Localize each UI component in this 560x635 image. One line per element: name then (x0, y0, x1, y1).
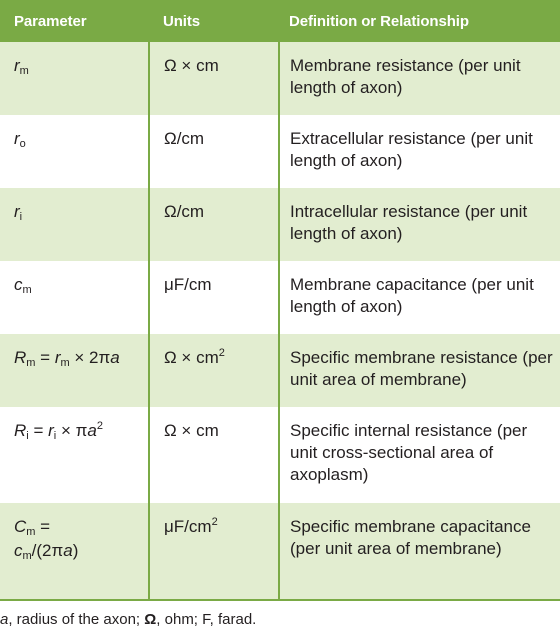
table-footnote: a, radius of the axon; Ω, ohm; F, farad. (0, 611, 257, 628)
units-cell: μF/cm (149, 261, 279, 334)
header-definition: Definition or Relationship (279, 0, 560, 42)
units-cell: $\Omega \times cm^2$ (149, 334, 279, 407)
table-header (0, 0, 560, 42)
units-cell: Ω/cm (149, 115, 279, 188)
param-cell: ri (0, 188, 149, 261)
param-cell: Ri = ri × $\pi a^2$ (0, 407, 149, 503)
units-cell: Ω/cm (149, 188, 279, 261)
table-row (0, 261, 560, 334)
table-row (0, 115, 560, 188)
units-cell: Ω × cm (149, 42, 279, 115)
param-cell: cm (0, 261, 149, 334)
definition-cell: Intracellular resistance (per unit length of axon) (279, 188, 560, 261)
units-cell: $\mu F/cm^2$ (149, 503, 279, 600)
table-row (0, 334, 560, 407)
param-cell: Rm = rm × 2πa (0, 334, 149, 407)
definition-cell: Specific membrane capacitance (per unit area of membrane) (279, 503, 560, 600)
definition-cell: Specific internal resistance (per unit cross-sectional area of axoplasm) (279, 407, 560, 503)
definition-cell: Membrane resistance (per unit length of axon) (279, 42, 560, 115)
param-cell: rm (0, 42, 149, 115)
definition-cell: Extracellular resistance (per unit length of axon) (279, 115, 560, 188)
param-cell: ro (0, 115, 149, 188)
table-row (0, 503, 560, 600)
header-units: Units (149, 0, 279, 42)
definition-cell: Specific membrane resistance (per unit area of membrane) (279, 334, 560, 407)
table-row (0, 42, 560, 115)
definition-cell: Membrane capacitance (per unit length of axon) (279, 261, 560, 334)
units-cell: Ω × cm (149, 407, 279, 503)
header-parameter: Parameter (0, 0, 149, 42)
table-row (0, 407, 560, 503)
table-row (0, 188, 560, 261)
param-cell: Cm = cm/(2πa) (0, 503, 149, 600)
